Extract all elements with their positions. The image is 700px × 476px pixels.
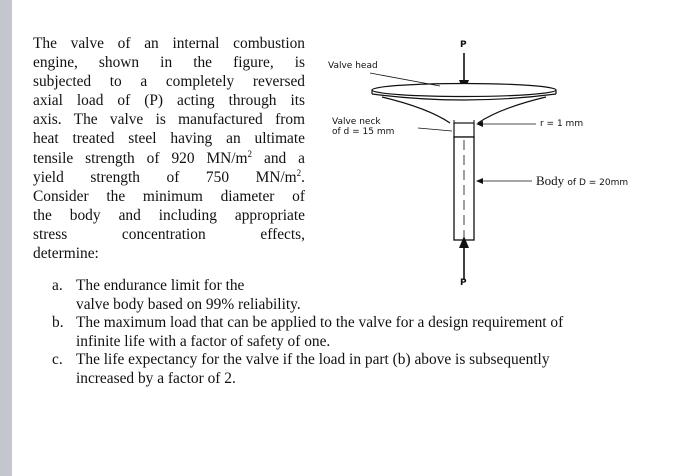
valve-head-top xyxy=(372,84,556,97)
valve-neck-dim-label: of d = 15 mm xyxy=(332,127,395,137)
valve-neck-label: Valve neck xyxy=(332,117,381,127)
leader-valve-neck xyxy=(418,128,452,131)
superscript: 2 xyxy=(296,167,302,178)
statement-line: the body and including appropriate xyxy=(33,206,305,224)
load-label-bottom: P xyxy=(460,278,467,288)
part-line: The endurance limit for the xyxy=(76,277,245,294)
part-line: The maximum load that can be applied to the valve for a design requirement of xyxy=(76,314,564,332)
superscript: 2 xyxy=(247,148,253,159)
statement-line: The valve of an internal combustion xyxy=(33,35,305,52)
statement-line: determine: xyxy=(33,245,99,263)
body-dim: of D = 20mm xyxy=(567,178,629,188)
part-line: infinite life with a factor of safety of one. xyxy=(76,332,331,350)
uts-text: tensile strength of 920 MN/m xyxy=(33,149,248,167)
leader-valve-head xyxy=(370,73,440,86)
part-b xyxy=(52,314,682,351)
part-marker: c. xyxy=(52,351,63,369)
part-marker: a. xyxy=(52,277,63,294)
valve-figure xyxy=(310,28,690,298)
leader-body-arrowhead xyxy=(476,178,483,184)
statement-line: heat treated steel having an ultimate xyxy=(33,130,305,148)
problem-statement xyxy=(33,34,305,263)
statement-line: subjected to a completely reversed xyxy=(33,73,305,91)
part-line: The life expectancy for the valve if the load in part (b) above is subsequently xyxy=(76,351,550,369)
valve-flare-left xyxy=(382,97,450,123)
part-marker: b. xyxy=(52,314,64,332)
statement-line: axial load of (P) acting through its xyxy=(33,92,305,110)
statement-line: stress concentration effects, xyxy=(33,225,305,243)
left-margin-bar xyxy=(0,0,12,476)
statement-line-ys xyxy=(33,168,305,187)
part-c xyxy=(52,351,682,388)
part-line: increased by a factor of 2. xyxy=(76,369,236,387)
statement-line: Consider the minimum diameter of xyxy=(33,187,305,205)
statement-line: engine, shown in the figure, is xyxy=(33,54,305,72)
ys-text: yield strength of 750 MN/m xyxy=(33,168,297,186)
load-label-top: P xyxy=(460,40,467,50)
valve-neck xyxy=(454,123,474,137)
valve-head-label: Valve head xyxy=(328,61,378,71)
valve-flare-right xyxy=(478,97,546,123)
part-line: valve body based on 99% reliability. xyxy=(76,295,301,313)
statement-line: axis. The valve is manufactured from xyxy=(33,111,305,129)
body-word: Body xyxy=(536,173,565,188)
body-label xyxy=(536,173,628,189)
statement-line-uts xyxy=(33,149,305,168)
uts-tail: and a xyxy=(252,149,305,167)
ys-tail: . xyxy=(301,168,305,186)
radius-label: r = 1 mm xyxy=(540,119,584,129)
